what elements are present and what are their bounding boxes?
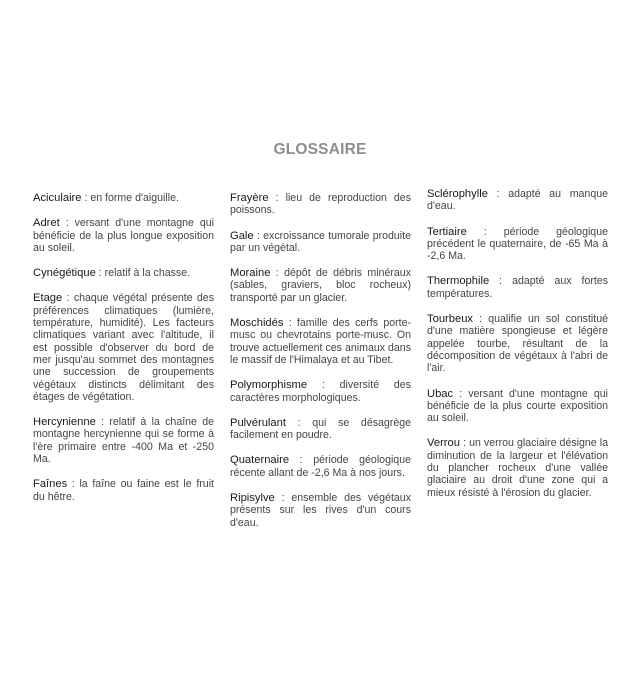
glossary-entry-thermophile [427, 275, 608, 300]
glossary-entry-polymorphisme [230, 379, 411, 404]
glossary-term: Polymorphisme [230, 379, 308, 392]
glossary-definition: : versant d'une montagne qui bénéficie de la plus courte exposition au soleil. [427, 387, 608, 425]
glossary-entry-ubac [427, 388, 608, 425]
glossary-definition: : adapté aux fortes températures. [427, 275, 608, 300]
glossary-entry-tourbeux [427, 313, 608, 374]
glossary-entry-moraine [230, 267, 411, 304]
glossary-term: Ubac [427, 387, 454, 400]
glossary-term: Hercynienne [33, 416, 96, 429]
glossary-term: Thermophile [427, 275, 490, 288]
glossary-column-3 [427, 188, 608, 512]
glossary-term: Gale [230, 229, 254, 242]
glossary-term: Aciculaire [33, 192, 82, 204]
glossary-term: Moraine [230, 267, 271, 280]
glossary-term: Verrou [427, 437, 460, 450]
glossary-entry-sclerophylle [427, 188, 608, 213]
glossary-entry-adret [33, 217, 214, 254]
glossary-term: Cynégétique [33, 267, 96, 280]
glossary-term: Adret [33, 217, 60, 230]
glossary-entry-pulverulant [230, 417, 411, 442]
glossary-entry-etage [33, 292, 214, 403]
glossary-entry-faines [33, 478, 214, 503]
glossary-definition: : relatif à la chasse. [95, 267, 191, 280]
glossary-term: Pulvérulant [230, 416, 286, 429]
glossary-column-2 [230, 192, 411, 542]
glossary-entry-hercynienne [33, 416, 214, 465]
glossary-entry-ripisylve [230, 492, 411, 529]
glossary-term: Moschidés [230, 317, 284, 330]
glossary-term: Frayère [230, 192, 269, 204]
glossary-entry-verrou [427, 437, 608, 498]
glossary-definition: : diversité des caractères morphologiques. [230, 379, 411, 404]
glossary-entry-gale [230, 230, 411, 255]
glossary-column-1 [33, 192, 214, 516]
glossary-term: Faînes [33, 478, 68, 491]
glossary-definition: : relatif à la chaîne de montagne hercynienne qui se forme à l'ère primaire entre -400 Ma et -250 Ma. [33, 416, 214, 466]
glossary-entry-aciculaire [33, 192, 214, 204]
glossary-definition: : ensemble des végétaux présents sur les rives d'un cours d'eau. [230, 492, 411, 529]
glossary-definition: : qui se désagrège facilement en poudre. [230, 416, 411, 442]
glossary-definition: : en forme d'aiguille. [81, 192, 179, 204]
glossary-definition: : un verrou glaciaire désigne la diminution de la largeur et l'élévation du plancher rocheux d'une vallée glaciaire au droit d'une zone qui a mieux résisté à l'érosion du glacier. [427, 437, 608, 499]
glossary-definition: : famille des cerfs porte-musc ou chevrotains porte-musc. On trouve actuellement ces animaux dans le massif de l'Himalaya et au Tibet. [230, 317, 411, 366]
page-title: GLOSSAIRE [273, 141, 367, 158]
glossary-definition: : la faîne ou faine est le fruit du hêtre. [33, 478, 214, 503]
glossary-definition: : excroissance tumorale produite par un végétal. [230, 229, 411, 254]
glossary-definition: : adapté au manque d'eau. [427, 188, 608, 213]
glossary-term: Etage [33, 292, 63, 305]
glossary-entry-frayere [230, 192, 411, 217]
glossary-term: Quaternaire [230, 454, 290, 467]
glossary-definition: : chaque végétal présente des préférences climatiques (lumière, température, humidité). Les facteurs climatiques variant avec l'altitude, il est possible d'observer du bord de mer jusqu'au sommet des montagnes une succession de groupements végétaux distincts délimitant des étages de végétation. [33, 292, 214, 403]
glossary-entry-quaternaire [230, 454, 411, 479]
glossary-term: Tertiaire [427, 225, 467, 238]
glossary-term: Sclérophylle [427, 188, 488, 200]
glossary-term: Tourbeux [427, 313, 474, 326]
glossary-definition: : période géologique précédent le quaternaire, de -65 Ma à -2,6 Ma. [427, 225, 608, 263]
glossary-definition: : qualifie un sol constitué d'une matière spongieuse et légère appelée tourbe, résultant de la décomposition de végétaux à l'abri de l'air. [427, 313, 608, 375]
glossary-entry-cynegetique [33, 267, 214, 279]
glossary-definition: : lieu de reproduction des poissons. [230, 192, 411, 217]
glossary-definition: : versant d'une montagne qui bénéficie de la plus longue exposition au soleil. [33, 217, 214, 254]
glossary-term: Ripisylve [230, 492, 275, 505]
glossary-entry-tertiaire [427, 226, 608, 263]
glossary-definition: : dépôt de débris minéraux (sables, graviers, bloc rocheux) transporté par un glacier. [230, 267, 411, 304]
glossary-entry-moschides [230, 317, 411, 366]
glossary-definition: : période géologique récente allant de -2,6 Ma à nos jours. [230, 454, 411, 479]
